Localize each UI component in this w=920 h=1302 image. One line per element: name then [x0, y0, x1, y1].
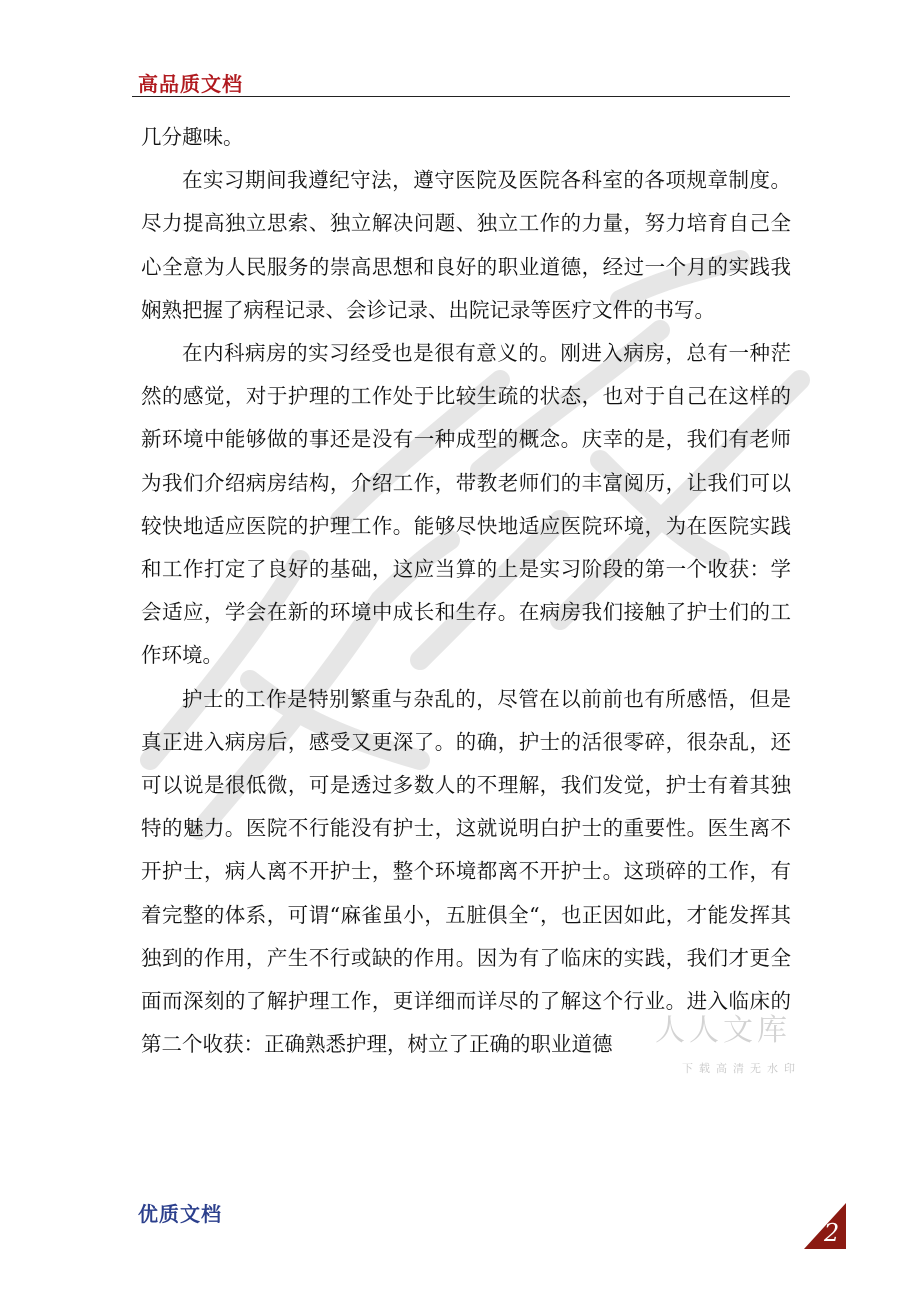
body-paragraph: 在内科病房的实习经受也是很有意义的。刚进入病房，总有一种茫然的感觉，对于护理的工作处于比较生疏的状态，也对于自己在这样的新环境中能够做的事还是没有一种成型的概念。庆幸的是，我们有老师为我们介绍病房结构，介绍工作，带教老师们的丰富阅历，让我们可以较快地适应医院的护理工作。能够尽快地适应医院环境，为在医院实践和工作打定了良好的基础，这应当算的上是实习阶段的第一个收获：学会适应，学会在新的环境中成长和生存。在病房我们接触了护士们的工作环境。 [141, 341, 791, 668]
body-paragraph: 在实习期间我遵纪守法，遵守医院及医院各科室的各项规章制度。尽力提高独立思索、独立解决问题、独立工作的力量，努力培育自己全心全意为人民服务的崇高思想和良好的职业道德，经过一个月的实践我娴熟把握了病程记录、会诊记录、出院记录等医疗文件的书写。 [141, 168, 791, 322]
page-number: 2 [824, 1219, 840, 1247]
footer-title: 优质文档 [138, 1202, 222, 1226]
header-title: 高品质文档 [138, 72, 243, 96]
header-divider [132, 96, 790, 97]
body-paragraph: 几分趣味。 [141, 125, 244, 149]
document-body [141, 116, 791, 1066]
watermark-subtext: 下载高清无水印 [682, 1062, 801, 1075]
body-paragraph: 护士的工作是特别繁重与杂乱的，尽管在以前前也有所感悟，但是真正进入病房后，感受又更深了。的确，护士的活很零碎，很杂乱，还可以说是很低微，可是透过多数人的不理解，我们发觉，护士有着其独特的魅力。医院不行能没有护士，这就说明白护士的重要性。医生离不开护士，病人离不开护士，整个环境都离不开护士。这琐碎的工作，有着完整的体系，可谓“麻雀虽小，五脏俱全“，也正因如此，才能发挥其独到的作用，产生不行或缺的作用。因为有了临床的实践，我们才更全面而深刻的了解护理工作，更详细而详尽的了解这个行业。进入临床的第二个收获：正确熟悉护理，树立了正确的职业道德 [141, 686, 791, 1057]
watermark-logo-text: 人人文库 [655, 1013, 791, 1048]
